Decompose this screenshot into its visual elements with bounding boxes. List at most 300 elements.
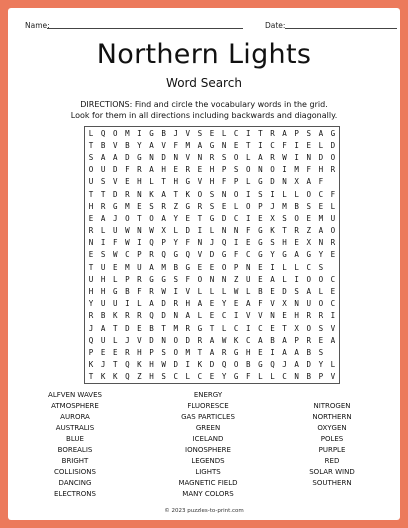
grid-cell[interactable]: C — [246, 250, 251, 260]
grid-cell[interactable]: Z — [233, 274, 239, 284]
grid-cell[interactable]: B — [294, 201, 299, 211]
grid-cell[interactable]: Q — [88, 335, 94, 345]
grid-cell[interactable]: I — [197, 226, 203, 236]
grid-cell[interactable]: I — [137, 128, 142, 138]
grid-cell[interactable]: N — [221, 189, 227, 199]
grid-cell[interactable]: A — [185, 311, 191, 321]
grid-cell[interactable]: O — [294, 213, 299, 223]
grid-cell[interactable]: T — [112, 360, 118, 370]
grid-cell[interactable]: Y — [137, 140, 142, 150]
grid-cell[interactable]: E — [209, 128, 215, 138]
grid-cell[interactable]: C — [233, 128, 239, 138]
grid-cell[interactable]: N — [270, 311, 275, 321]
grid-cell[interactable]: Q — [149, 311, 154, 321]
grid-cell[interactable]: S — [318, 348, 324, 358]
grid-cell[interactable]: Y — [318, 360, 324, 370]
grid-cell[interactable]: L — [258, 372, 263, 382]
grid-cell[interactable]: F — [125, 165, 130, 175]
grid-cell[interactable]: O — [246, 201, 251, 211]
grid-cell[interactable]: D — [221, 213, 227, 223]
grid-cell[interactable]: H — [282, 238, 287, 248]
grid-cell[interactable]: I — [270, 262, 275, 272]
word-search-grid[interactable] — [84, 126, 340, 384]
grid-cell[interactable]: U — [112, 226, 118, 236]
grid-cell[interactable]: T — [137, 213, 142, 223]
grid-cell[interactable]: E — [282, 311, 287, 321]
grid-cell[interactable]: T — [100, 189, 106, 199]
grid-cell[interactable]: A — [149, 140, 154, 150]
grid-cell[interactable]: A — [149, 165, 154, 175]
grid-cell[interactable]: W — [125, 238, 130, 248]
grid-cell[interactable]: Q — [149, 238, 154, 248]
grid-cell[interactable]: L — [282, 274, 287, 284]
grid-cell[interactable]: O — [197, 274, 203, 284]
grid-cell[interactable]: G — [185, 177, 191, 187]
grid-cell[interactable]: H — [294, 311, 299, 321]
grid-cell[interactable]: N — [88, 238, 94, 248]
grid-cell[interactable]: R — [221, 348, 227, 358]
grid-cell[interactable]: P — [233, 262, 239, 272]
grid-cell[interactable]: H — [137, 177, 142, 187]
grid-cell[interactable]: M — [318, 213, 324, 223]
grid-cell[interactable]: D — [209, 250, 215, 260]
grid-cell[interactable]: C — [233, 323, 239, 333]
grid-cell[interactable]: X — [270, 213, 275, 223]
grid-cell[interactable]: C — [233, 213, 239, 223]
grid-cell[interactable]: R — [125, 348, 130, 358]
grid-cell[interactable]: T — [282, 323, 287, 333]
grid-cell[interactable]: S — [306, 201, 311, 211]
grid-cell[interactable]: O — [330, 152, 336, 162]
grid-cell[interactable]: G — [258, 177, 263, 187]
grid-cell[interactable]: X — [161, 226, 166, 236]
grid-cell[interactable]: M — [173, 323, 178, 333]
grid-cell[interactable]: P — [88, 348, 94, 358]
grid-cell[interactable]: J — [125, 335, 130, 345]
grid-cell[interactable]: R — [318, 311, 324, 321]
grid-cell[interactable]: E — [112, 348, 118, 358]
grid-cell[interactable]: B — [306, 372, 311, 382]
grid-cell[interactable]: I — [258, 140, 263, 150]
grid-cell[interactable]: M — [125, 201, 130, 211]
grid-cell[interactable]: N — [197, 238, 203, 248]
grid-cell[interactable]: V — [161, 140, 166, 150]
grid-cell[interactable]: E — [258, 262, 263, 272]
grid-cell[interactable]: E — [88, 213, 94, 223]
grid-cell[interactable]: J — [173, 128, 178, 138]
grid-cell[interactable]: U — [100, 335, 106, 345]
grid-cell[interactable]: L — [112, 335, 118, 345]
grid-cell[interactable]: R — [100, 201, 106, 211]
grid-cell[interactable]: L — [246, 287, 251, 297]
grid-cell[interactable]: D — [112, 189, 118, 199]
grid-cell[interactable]: Y — [221, 299, 227, 309]
grid-cell[interactable]: H — [149, 360, 154, 370]
grid-cell[interactable]: L — [185, 372, 191, 382]
grid-cell[interactable]: G — [209, 213, 215, 223]
name-blank[interactable] — [47, 28, 243, 29]
grid-cell[interactable]: E — [233, 140, 239, 150]
grid-cell[interactable]: A — [282, 335, 287, 345]
grid-cell[interactable]: D — [125, 152, 130, 162]
grid-cell[interactable]: W — [282, 152, 287, 162]
grid-cell[interactable]: O — [221, 262, 227, 272]
grid-cell[interactable]: J — [270, 201, 275, 211]
grid-cell[interactable]: G — [258, 250, 263, 260]
grid-cell[interactable]: O — [112, 128, 118, 138]
grid-cell[interactable]: L — [197, 287, 203, 297]
grid-cell[interactable]: W — [233, 287, 239, 297]
grid-cell[interactable]: E — [88, 250, 94, 260]
grid-cell[interactable]: Y — [88, 299, 94, 309]
grid-cell[interactable]: A — [161, 189, 166, 199]
grid-cell[interactable]: R — [185, 323, 191, 333]
grid-cell[interactable]: G — [258, 238, 263, 248]
grid-cell[interactable]: E — [209, 311, 215, 321]
grid-cell[interactable]: T — [88, 140, 94, 150]
grid-cell[interactable] — [327, 346, 339, 358]
grid-cell[interactable]: G — [112, 287, 118, 297]
grid-cell[interactable]: M — [125, 128, 130, 138]
grid-cell[interactable]: B — [100, 140, 106, 150]
grid-cell[interactable]: D — [149, 335, 154, 345]
grid-cell[interactable]: E — [330, 287, 336, 297]
grid-cell[interactable]: H — [149, 372, 154, 382]
grid-cell[interactable]: I — [246, 189, 251, 199]
grid-cell[interactable]: N — [246, 262, 251, 272]
grid-cell[interactable]: L — [318, 287, 324, 297]
grid-cell[interactable]: V — [270, 299, 275, 309]
grid-cell[interactable]: A — [282, 348, 287, 358]
grid-cell[interactable]: N — [161, 335, 166, 345]
grid-cell[interactable]: C — [125, 250, 130, 260]
grid-cell[interactable]: T — [197, 213, 203, 223]
grid-cell[interactable]: A — [294, 348, 299, 358]
grid-cell[interactable]: F — [258, 299, 263, 309]
grid-cell[interactable]: S — [233, 165, 239, 175]
grid-cell[interactable]: K — [137, 360, 142, 370]
grid-cell[interactable]: N — [137, 189, 142, 199]
grid-cell[interactable]: Y — [318, 250, 324, 260]
grid-cell[interactable]: Y — [173, 238, 178, 248]
grid-cell[interactable]: T — [197, 348, 203, 358]
grid-cell[interactable]: A — [306, 177, 311, 187]
grid-cell[interactable]: H — [209, 177, 215, 187]
grid-cell[interactable]: E — [209, 299, 215, 309]
grid-cell[interactable]: S — [197, 128, 203, 138]
grid-cell[interactable]: F — [318, 177, 324, 187]
grid-cell[interactable]: A — [197, 299, 203, 309]
grid-cell[interactable]: P — [318, 372, 324, 382]
grid-cell[interactable]: O — [233, 360, 239, 370]
grid-cell[interactable]: E — [306, 140, 311, 150]
grid-cell[interactable]: Y — [173, 213, 178, 223]
grid-cell[interactable]: A — [294, 360, 299, 370]
grid-cell[interactable]: N — [173, 311, 178, 321]
grid-cell[interactable]: U — [88, 177, 94, 187]
grid-cell[interactable]: E — [246, 238, 251, 248]
grid-cell[interactable]: A — [246, 299, 251, 309]
grid-cell[interactable]: C — [258, 323, 263, 333]
grid-cell[interactable]: A — [258, 335, 263, 345]
grid-cell[interactable]: A — [112, 152, 118, 162]
grid-cell[interactable]: J — [88, 323, 94, 333]
grid-cell[interactable]: R — [270, 152, 275, 162]
grid-cell[interactable]: E — [258, 213, 263, 223]
grid-cell[interactable]: K — [185, 189, 191, 199]
grid-cell[interactable]: S — [161, 372, 166, 382]
grid-cell[interactable]: H — [100, 287, 106, 297]
grid-cell[interactable]: D — [282, 287, 287, 297]
grid-cell[interactable]: J — [112, 213, 118, 223]
grid-cell[interactable]: J — [100, 360, 106, 370]
grid-cell[interactable]: L — [209, 226, 215, 236]
grid-cell[interactable]: B — [173, 262, 178, 272]
grid-cell[interactable]: B — [161, 128, 166, 138]
grid-cell[interactable]: E — [233, 299, 239, 309]
grid-cell[interactable]: A — [100, 323, 106, 333]
grid-cell[interactable]: B — [270, 335, 275, 345]
grid-cell[interactable]: L — [330, 360, 336, 370]
grid-cell[interactable]: X — [282, 299, 287, 309]
grid-cell[interactable]: U — [306, 299, 311, 309]
grid-cell[interactable]: J — [209, 238, 215, 248]
grid-cell[interactable]: R — [306, 311, 311, 321]
grid-cell[interactable]: P — [161, 238, 166, 248]
grid-cell[interactable]: R — [137, 274, 142, 284]
grid-cell[interactable]: E — [209, 372, 215, 382]
grid-cell[interactable]: E — [137, 323, 142, 333]
grid-cell[interactable]: E — [306, 213, 311, 223]
grid-cell[interactable]: W — [112, 250, 118, 260]
grid-cell[interactable]: T — [282, 226, 287, 236]
grid-cell[interactable]: C — [282, 372, 287, 382]
grid-cell[interactable]: F — [306, 165, 311, 175]
grid-cell[interactable]: A — [149, 262, 154, 272]
grid-cell[interactable]: L — [221, 287, 227, 297]
grid-cell[interactable]: R — [209, 152, 215, 162]
grid-cell[interactable]: E — [209, 262, 215, 272]
grid-cell[interactable]: V — [197, 177, 203, 187]
grid-cell[interactable]: Q — [125, 360, 130, 370]
grid-cell[interactable]: T — [209, 323, 215, 333]
grid-cell[interactable]: L — [294, 189, 299, 199]
grid-cell[interactable]: S — [149, 201, 154, 211]
grid-cell[interactable]: B — [125, 287, 130, 297]
grid-cell[interactable]: C — [246, 335, 251, 345]
grid-cell[interactable]: U — [100, 165, 106, 175]
grid-cell[interactable] — [327, 176, 339, 188]
grid-cell[interactable]: D — [161, 311, 166, 321]
grid-cell[interactable]: A — [100, 213, 106, 223]
grid-cell[interactable]: S — [294, 287, 299, 297]
grid-cell[interactable]: T — [88, 372, 94, 382]
grid-cell[interactable]: W — [149, 226, 154, 236]
grid-cell[interactable]: A — [149, 299, 154, 309]
grid-cell[interactable]: Q — [185, 250, 191, 260]
grid-cell[interactable]: G — [258, 360, 263, 370]
grid-cell[interactable]: R — [125, 311, 130, 321]
grid-cell[interactable]: I — [330, 311, 336, 321]
grid-cell[interactable]: K — [233, 335, 239, 345]
grid-cell[interactable]: T — [161, 323, 166, 333]
grid-cell[interactable]: S — [318, 323, 324, 333]
grid-cell[interactable]: L — [282, 189, 287, 199]
grid-cell[interactable]: C — [221, 311, 227, 321]
grid-cell[interactable]: V — [112, 140, 118, 150]
grid-cell[interactable]: C — [270, 140, 275, 150]
grid-cell[interactable]: U — [88, 274, 94, 284]
grid-cell[interactable]: S — [161, 348, 166, 358]
grid-cell[interactable]: L — [149, 177, 154, 187]
grid-cell[interactable]: H — [185, 299, 191, 309]
grid-cell[interactable]: L — [282, 262, 287, 272]
grid-cell[interactable]: G — [185, 262, 191, 272]
grid-cell[interactable]: O — [306, 323, 311, 333]
grid-cell[interactable]: Y — [221, 372, 227, 382]
grid-cell[interactable]: G — [209, 140, 215, 150]
grid-cell[interactable]: K — [100, 372, 106, 382]
grid-cell[interactable]: D — [112, 165, 118, 175]
grid-cell[interactable]: V — [330, 323, 336, 333]
grid-cell[interactable]: K — [197, 360, 203, 370]
grid-cell[interactable]: X — [294, 323, 299, 333]
grid-cell[interactable]: T — [246, 140, 251, 150]
grid-cell[interactable]: A — [330, 335, 336, 345]
grid-cell[interactable]: G — [306, 250, 311, 260]
grid-cell[interactable]: H — [137, 348, 142, 358]
grid-cell[interactable]: E — [137, 201, 142, 211]
grid-cell[interactable]: D — [161, 152, 166, 162]
grid-cell[interactable]: I — [294, 274, 299, 284]
grid-cell[interactable]: S — [100, 177, 106, 187]
grid-cell[interactable]: R — [330, 238, 336, 248]
grid-cell[interactable]: R — [125, 189, 130, 199]
grid-cell[interactable]: V — [137, 335, 142, 345]
grid-cell[interactable]: F — [173, 140, 178, 150]
grid-cell[interactable]: L — [246, 152, 251, 162]
grid-cell[interactable]: O — [233, 152, 239, 162]
grid-cell[interactable]: S — [318, 262, 324, 272]
grid-cell[interactable]: R — [197, 335, 203, 345]
grid-cell[interactable]: E — [125, 177, 130, 187]
grid-cell[interactable]: R — [270, 128, 275, 138]
grid-cell[interactable]: N — [197, 152, 203, 162]
grid-cell[interactable]: R — [137, 311, 142, 321]
grid-cell[interactable]: G — [185, 201, 191, 211]
grid-cell[interactable]: U — [100, 299, 106, 309]
grid-cell[interactable]: P — [149, 348, 154, 358]
grid-cell[interactable]: E — [197, 262, 203, 272]
grid-cell[interactable]: V — [330, 372, 336, 382]
grid-cell[interactable]: H — [173, 177, 178, 187]
grid-cell[interactable]: K — [112, 311, 118, 321]
grid-cell[interactable]: O — [197, 189, 203, 199]
grid-cell[interactable]: Q — [100, 128, 106, 138]
grid-cell[interactable]: V — [185, 152, 191, 162]
grid-cell[interactable]: S — [100, 250, 106, 260]
grid-cell[interactable]: U — [100, 262, 106, 272]
grid-cell[interactable]: G — [233, 348, 239, 358]
grid-cell[interactable]: B — [100, 311, 106, 321]
grid-cell[interactable]: V — [112, 177, 118, 187]
grid-cell[interactable]: S — [209, 201, 215, 211]
grid-cell[interactable]: A — [161, 213, 166, 223]
grid-cell[interactable]: Z — [306, 226, 311, 236]
grid-cell[interactable]: I — [125, 299, 130, 309]
grid-cell[interactable]: B — [306, 348, 311, 358]
grid-cell[interactable]: S — [270, 238, 275, 248]
grid-cell[interactable]: R — [161, 201, 166, 211]
grid-cell[interactable]: O — [246, 165, 251, 175]
grid-cell[interactable]: R — [185, 165, 191, 175]
grid-cell[interactable]: A — [100, 152, 106, 162]
grid-cell[interactable]: A — [258, 152, 263, 162]
grid-cell[interactable]: P — [221, 165, 227, 175]
grid-cell[interactable]: H — [88, 287, 94, 297]
grid-cell[interactable]: I — [233, 311, 239, 321]
grid-cell[interactable]: D — [185, 335, 191, 345]
grid-cell[interactable]: N — [294, 299, 299, 309]
grid-cell[interactable]: O — [318, 274, 324, 284]
grid-cell[interactable]: I — [233, 238, 239, 248]
grid-cell[interactable]: A — [282, 128, 287, 138]
grid-cell[interactable]: N — [149, 152, 154, 162]
grid-cell[interactable]: A — [209, 348, 215, 358]
grid-cell[interactable]: W — [221, 335, 227, 345]
grid-cell[interactable]: I — [137, 238, 142, 248]
grid-cell[interactable]: D — [161, 299, 166, 309]
grid-cell[interactable]: N — [209, 274, 215, 284]
grid-cell[interactable]: B — [258, 287, 263, 297]
grid-cell[interactable]: C — [173, 372, 178, 382]
grid-cell[interactable]: W — [125, 226, 130, 236]
grid-cell[interactable]: F — [185, 238, 191, 248]
grid-cell[interactable]: O — [173, 335, 178, 345]
grid-cell[interactable]: M — [282, 201, 287, 211]
grid-cell[interactable]: L — [221, 323, 227, 333]
grid-cell[interactable]: C — [306, 262, 311, 272]
grid-cell[interactable]: D — [185, 226, 191, 236]
grid-cell[interactable]: K — [112, 372, 118, 382]
grid-cell[interactable]: M — [125, 262, 130, 272]
grid-cell[interactable]: R — [149, 287, 154, 297]
grid-cell[interactable]: D — [173, 360, 178, 370]
grid-cell[interactable]: E — [294, 238, 299, 248]
grid-cell[interactable]: R — [294, 226, 299, 236]
grid-cell[interactable]: T — [258, 128, 263, 138]
grid-cell[interactable]: A — [209, 335, 215, 345]
grid-cell[interactable]: N — [282, 177, 287, 187]
grid-cell[interactable]: E — [330, 250, 336, 260]
grid-cell[interactable]: C — [197, 372, 203, 382]
grid-cell[interactable]: E — [318, 201, 324, 211]
grid-cell[interactable]: A — [270, 274, 275, 284]
grid-cell[interactable]: I — [185, 360, 191, 370]
grid-cell[interactable]: F — [330, 189, 336, 199]
grid-cell[interactable]: K — [149, 189, 154, 199]
grid-cell[interactable]: X — [294, 177, 299, 187]
grid-cell[interactable]: C — [318, 189, 324, 199]
grid-cell[interactable]: O — [330, 226, 336, 236]
grid-cell[interactable]: Z — [137, 372, 142, 382]
grid-cell[interactable]: A — [318, 128, 324, 138]
grid-cell[interactable]: F — [185, 274, 191, 284]
grid-cell[interactable]: G — [149, 274, 154, 284]
grid-cell[interactable]: F — [233, 250, 239, 260]
grid-cell[interactable]: I — [294, 152, 299, 162]
grid-cell[interactable]: I — [282, 165, 287, 175]
